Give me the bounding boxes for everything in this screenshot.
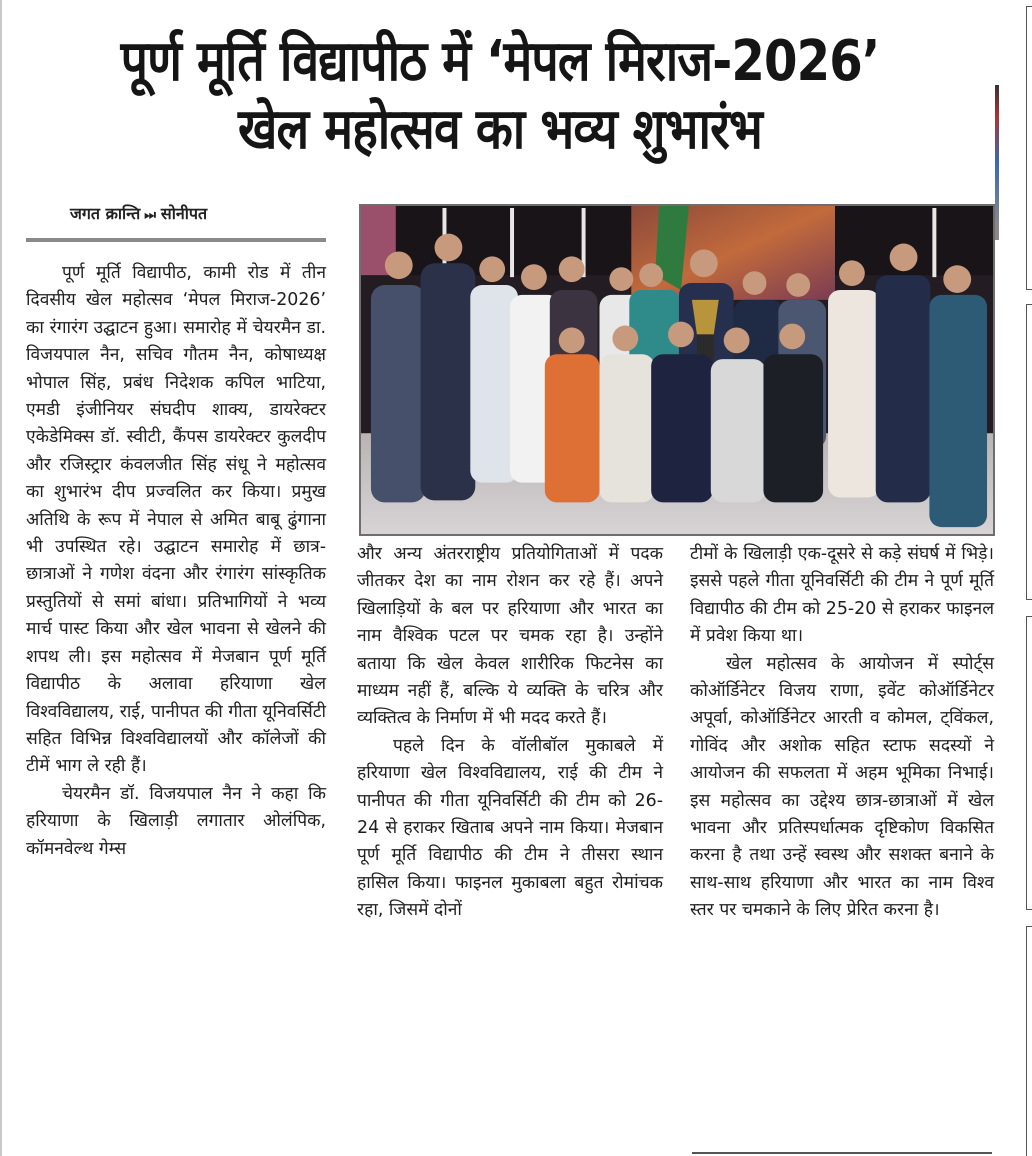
article-column-3 [690,541,994,925]
article-end-rule [692,1152,992,1154]
article-column-1 [26,260,326,863]
article-photo [359,204,995,536]
dateline-location: सोनीपत [160,204,208,223]
adjacent-article-box [1026,304,1032,600]
paragraph: पूर्ण मूर्ति विद्यापीठ, कामी रोड में तीन दिवसीय खेल महोत्सव ‘मेपल मिराज-2026’ का रंगारंग उद्घाटन हुआ। समारोह में चेयरमैन डा. विजयपाल नैन, सचिव गौतम नैन, कोषाध्यक्ष भोपाल सिंह, प्रबंध निदेशक कपिल भाटिया, एमडी इंजीनियर संघदीप शाक्य, डायरेक्टर एकेडेमिक्स डॉ. स्वीटी, कैंपस डायरेक्टर कुलदीप और रजिस्ट्रार कंवलजीत सिंह संधू ने महोत्सव का शुभारंभ दीप प्रज्वलित कर किया। प्रमुख अतिथि के रूप में नेपाल से अमित बाबू ढुंगाना भी उपस्थित रहे। उद्घाटन समारोह में छात्र-छात्राओं ने गणेश वंदना और रंगारंग सांस्कृतिक प्रस्तुतियों से समां बांधा। प्रतिभागियों ने भव्य मार्च पास्ट किया और खेल भावना से खेलने की शपथ ली। इस महोत्सव में मेजबान पूर्ण मूर्ति विद्यापीठ के अलावा हरियाणा खेल विश्वविद्यालय, राई, पानीपत की गीता यूनिवर्सिटी सहित विभिन्न विश्वविद्यालयों और कॉलेजों की टीमें भाग ले रही हैं। [26,263,326,777]
adjacent-photo-edge [995,85,999,240]
fast-forward-icon: ⏭ [144,208,153,223]
publication-name: जगत क्रान्ति [70,204,141,223]
page-left-border [0,0,2,1156]
kneeling-row [545,354,823,502]
adjacent-article-box [1026,6,1032,290]
adjacent-article-box [1026,616,1032,910]
paragraph: टीमों के खिलाड़ी एक-दूसरे से कड़े संघर्ष में भिड़े। इससे पहले गीता यूनिवर्सिटी की टीम ने पूर्ण मूर्ति विद्यापीठ की टीम को 25-20 से हराकर फाइनल में प्रवेश किया था। [690,544,994,647]
headline-line-2: खेल महोत्सव का भव्य शुभारंभ [238,97,762,162]
byline-divider [26,238,326,242]
group-photo-illustration [361,206,993,534]
headline-line-1: पूर्ण मूर्ति विद्यापीठ में ‘मेपल मिराज-2026’ [120,29,880,94]
paragraph: पहले दिन के वॉलीबॉल मुकाबले में हरियाणा खेल विश्वविद्यालय, राई की टीम ने पानीपत की गीता यूनिवर्सिटी की टीम को 26-24 से हराकर खिताब अपने नाम किया। मेजबान पूर्ण मूर्ति विद्यापीठ की टीम ने तीसरा स्थान हासिल किया। फाइनल मुकाबला बहुत रोमांचक रहा, जिसमें दोनों [357,735,663,921]
paragraph: खेल महोत्सव के आयोजन में स्पोर्ट्स कोऑर्डिनेटर विजय राणा, इवेंट कोऑर्डिनेटर अपूर्वा, कोऑर्डिनेटर आरती व कोमल, ट्विंकल, गोविंद और अशोक सहित स्टाफ सदस्यों ने आयोजन की सफलता में अहम भूमिका निभाई। इस महोत्सव का उद्देश्य छात्र-छात्राओं में खेल भावना और प्रतिस्पर्धात्मक दृष्टिकोण विकसित करना है तथा उन्हें स्वस्थ और सशक्त बनाने के साथ-साथ हरियाणा और भारत का नाम विश्व स्तर पर चमकाने के लिए प्रेरित करना है। [690,653,994,921]
article-column-2 [357,541,663,925]
byline [26,203,326,227]
headline [70,28,930,164]
paragraph: और अन्य अंतरराष्ट्रीय प्रतियोगिताओं में पदक जीतकर देश का नाम रोशन कर रहे हैं। अपने खिलाड़ियों के बल पर हरियाणा और भारत का नाम वैश्विक पटल पर चमक रहा है। उन्होंने बताया कि खेल केवल शारीरिक फिटनेस का माध्यम नहीं हैं, बल्कि ये व्यक्ति के चरित्र और व्यक्तित्व के निर्माण में भी मदद करते हैं। [357,544,663,729]
paragraph: चेयरमैन डॉ. विजयपाल नैन ने कहा कि हरियाणा के खिलाड़ी लगातार ओलंपिक, कॉमनवेल्थ गेम्स [26,783,326,859]
adjacent-article-box [1026,926,1032,1156]
